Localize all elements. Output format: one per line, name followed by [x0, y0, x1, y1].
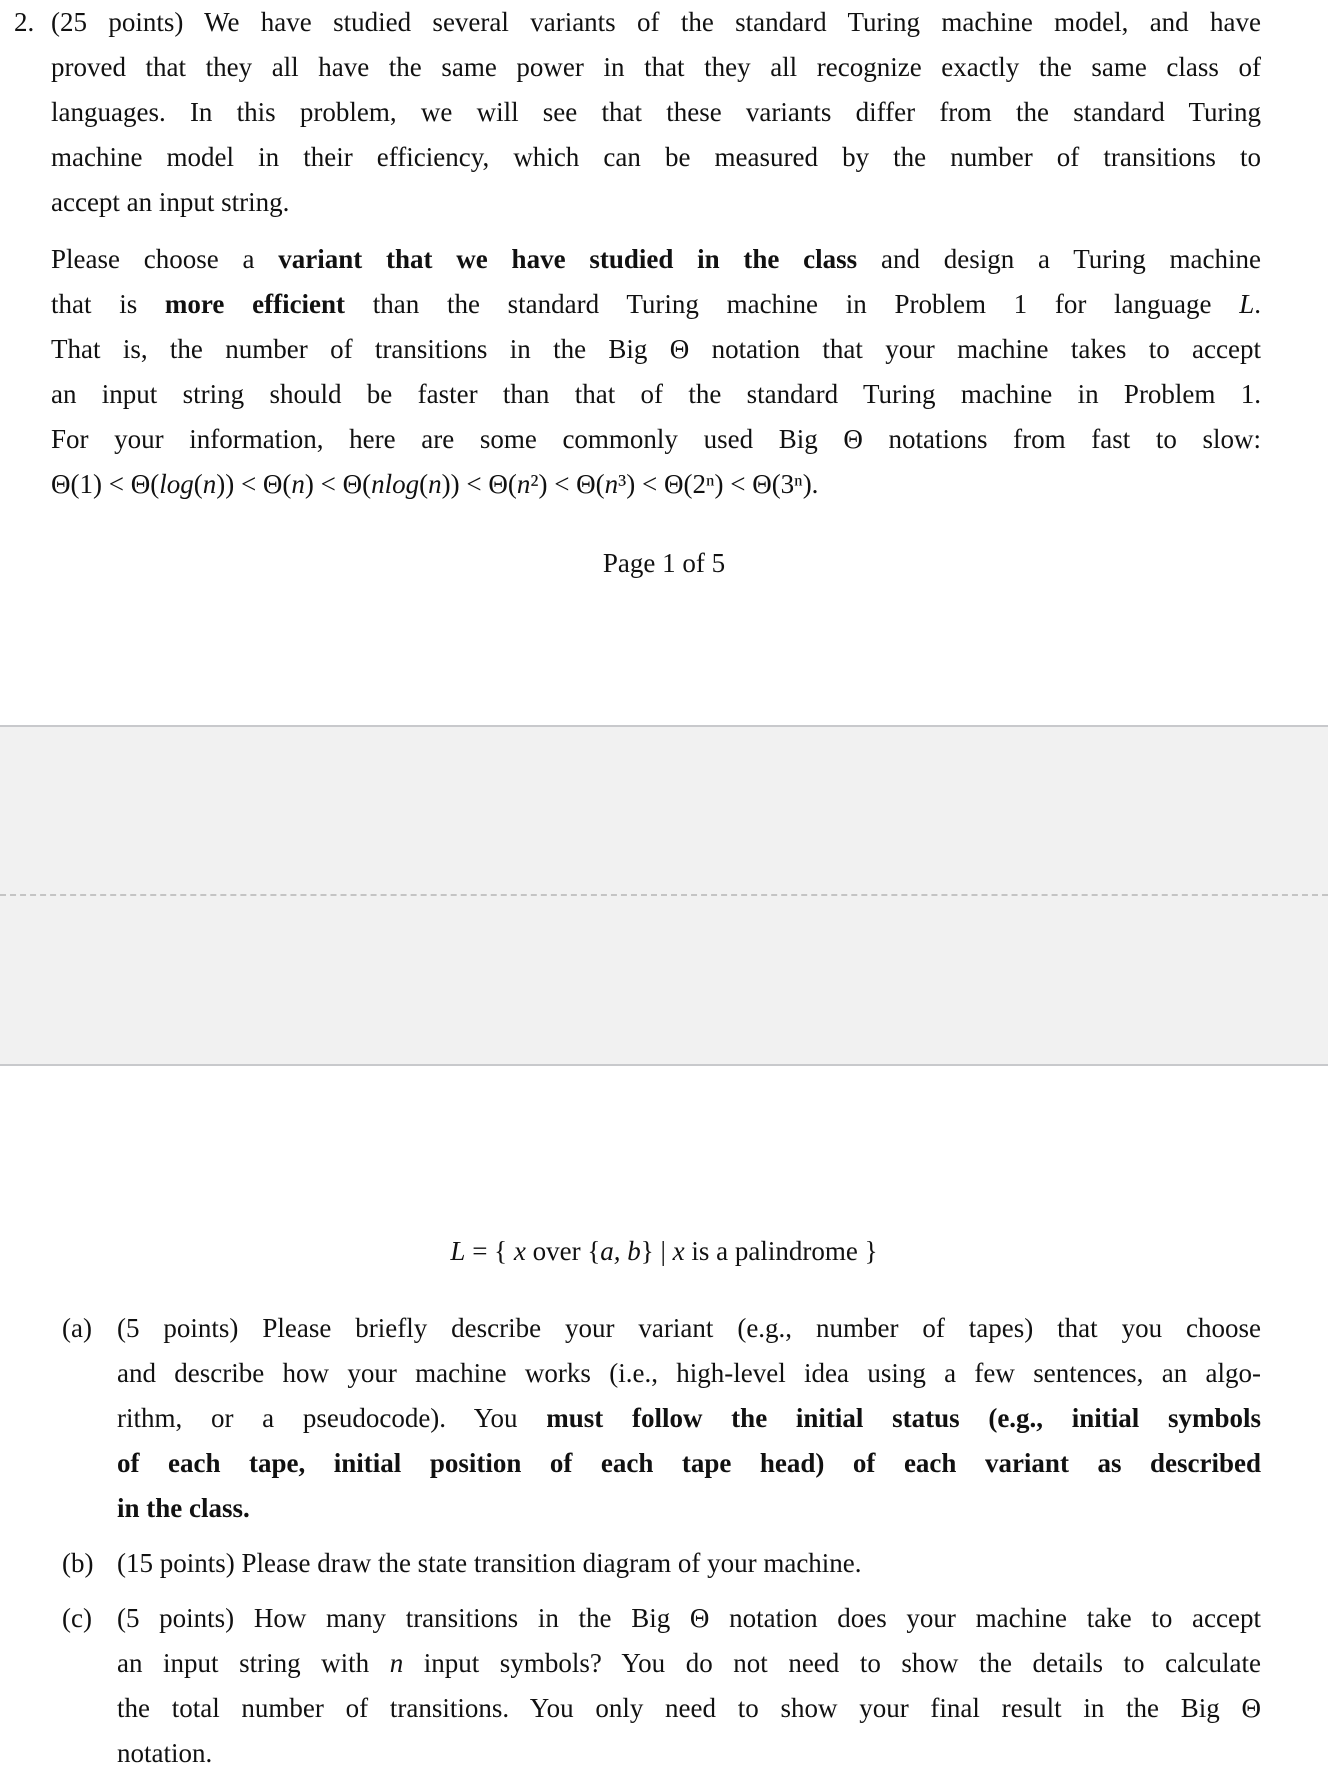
text-line [117, 1686, 1261, 1731]
text-segment: (5 points) How many transitions in the Big Θ notation does your machine take to accept [117, 1603, 1261, 1633]
text-segment: = { [465, 1236, 514, 1266]
text-segment: accept an input string. [51, 187, 290, 217]
text-segment: proved that they all have the same power in that they all recognize exactly the same class of [51, 52, 1261, 82]
text-segment: (25 points) We have studied several variants of the standard Turing machine model, and have [51, 7, 1261, 37]
language-definition [0, 1229, 1328, 1274]
text-segment: log [159, 469, 194, 499]
text-segment: the total number of transitions. You only need to show your final result in the Big Θ [117, 1693, 1261, 1723]
text-segment: languages. In this problem, we will see that these variants differ from the standard Turing [51, 97, 1261, 127]
text-segment: That is, the number of transitions in the Big Θ notation that your machine takes to accept [51, 334, 1261, 364]
page-number-label: Page 1 of 5 [602, 548, 726, 578]
text-segment: must follow the initial status (e.g., initial symbols [546, 1403, 1261, 1433]
text-segment: that is [51, 289, 165, 319]
text-segment: L [1239, 289, 1255, 319]
text-segment: n [604, 469, 619, 499]
text-segment: Θ(1) < Θ( [51, 469, 160, 499]
text-segment: L [450, 1236, 466, 1266]
text-line [51, 462, 1261, 507]
text-segment: } | [640, 1236, 673, 1266]
text-line [117, 1396, 1261, 1441]
text-segment: ²) < Θ( [530, 469, 605, 499]
text-segment: ( [193, 469, 203, 499]
text-segment: x [513, 1236, 526, 1266]
text-segment: n [389, 1648, 404, 1678]
text-segment: of each tape, initial position of each tape head) of each variant as described [117, 1448, 1261, 1478]
text-segment: over { [525, 1236, 601, 1266]
text-segment: ³) < Θ(2ⁿ) < Θ(3ⁿ). [618, 469, 819, 499]
text-line [51, 0, 1261, 45]
text-line [117, 1486, 1261, 1531]
problem-task [51, 237, 1261, 507]
page-break-gap [0, 725, 1328, 1066]
text-line [117, 1641, 1261, 1686]
text-segment: a, b [600, 1236, 641, 1266]
text-line [51, 327, 1261, 372]
text-line [51, 372, 1261, 417]
text-segment: x [672, 1236, 685, 1266]
text-segment: more efficient [164, 289, 346, 319]
text-segment: in the class. [117, 1493, 250, 1523]
part-a-label: (a) [62, 1313, 92, 1343]
text-segment: . [1254, 289, 1261, 319]
text-segment: nlog [371, 469, 420, 499]
text-segment: n [516, 469, 531, 499]
text-line [117, 1541, 1261, 1586]
text-line [51, 45, 1261, 90]
text-segment: For your information, here are some commonly used Big Θ notations from fast to slow: [51, 424, 1261, 454]
text-segment: and describe how your machine works (i.e., high-level idea using a few sentences, an algo- [117, 1358, 1261, 1388]
text-segment: is a palindrome } [684, 1236, 878, 1266]
text-segment: )) < Θ( [216, 469, 292, 499]
text-segment: rithm, or a pseudocode). You [117, 1403, 547, 1433]
text-line [51, 417, 1261, 462]
text-line [117, 1441, 1261, 1486]
part-b-text [117, 1541, 1261, 1586]
text-segment: input symbols? You do not need to show the details to calculate [403, 1648, 1261, 1678]
text-segment: and design a Turing machine [857, 244, 1261, 274]
part-a-text [117, 1306, 1261, 1531]
part-c-text [117, 1596, 1261, 1776]
part-c-label: (c) [62, 1603, 92, 1633]
text-line [117, 1731, 1261, 1776]
text-segment: (5 points) Please briefly describe your variant (e.g., number of tapes) that you choose [117, 1313, 1261, 1343]
part-b-label: (b) [62, 1548, 94, 1578]
text-line [51, 237, 1261, 282]
text-segment: n [291, 469, 305, 499]
text-line [51, 135, 1261, 180]
text-segment: notation. [117, 1738, 213, 1768]
text-segment: (15 points) Please draw the state transition diagram of your machine. [117, 1548, 862, 1578]
text-segment: Please choose a [51, 244, 279, 274]
text-line [117, 1596, 1261, 1641]
problem-number: 2. [14, 7, 35, 37]
text-line [117, 1306, 1261, 1351]
text-segment: than the standard Turing machine in Problem 1 for language [345, 289, 1240, 319]
text-segment: ) < Θ( [304, 469, 372, 499]
text-segment: machine model in their efficiency, which can be measured by the number of transitions to [51, 142, 1261, 172]
text-line [51, 180, 1261, 225]
text-line [51, 90, 1261, 135]
text-segment: variant that we have studied in the class [278, 244, 858, 274]
text-segment: an input string should be faster than that of the standard Turing machine in Problem 1. [51, 379, 1261, 409]
text-line [51, 282, 1261, 327]
text-segment: )) < Θ( [441, 469, 517, 499]
text-segment: n [202, 469, 217, 499]
text-segment: an input string with [117, 1648, 390, 1678]
text-segment: n [428, 469, 442, 499]
problem-intro [51, 0, 1261, 225]
page-break-divider [0, 894, 1328, 896]
text-segment: ( [419, 469, 429, 499]
text-line [117, 1351, 1261, 1396]
